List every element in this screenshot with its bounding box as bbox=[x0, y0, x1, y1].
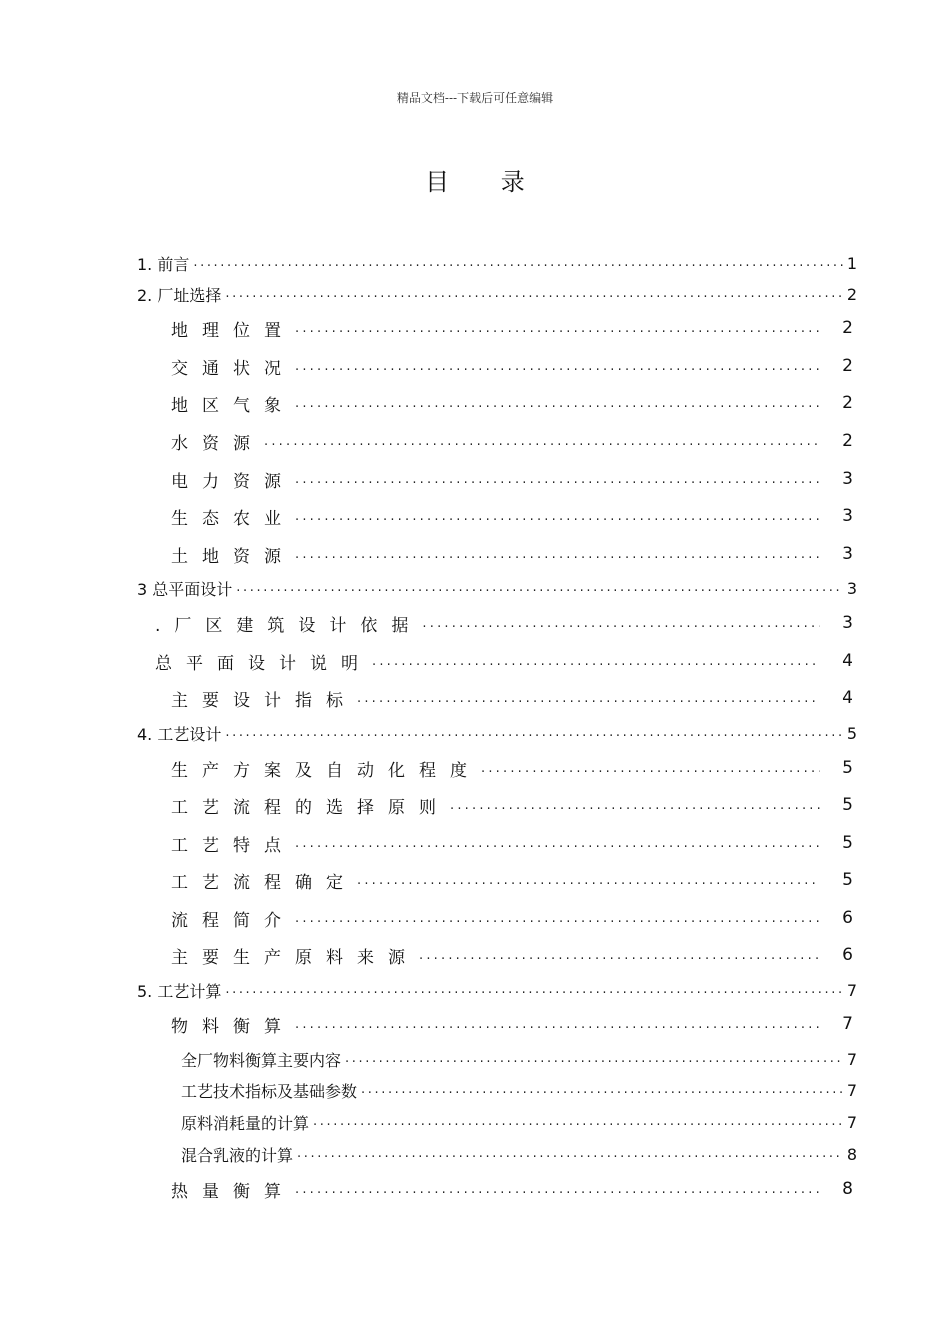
toc-entry[interactable] bbox=[171, 830, 853, 856]
toc-entry-page: 5 bbox=[842, 795, 853, 815]
toc-entry-page: 7 bbox=[846, 980, 857, 1000]
toc-leader bbox=[419, 942, 820, 968]
toc-leader bbox=[372, 648, 820, 674]
toc-entry-page: 7 bbox=[842, 1014, 853, 1034]
toc-entry-page: 2 bbox=[842, 356, 853, 376]
toc-leader bbox=[450, 792, 820, 818]
toc-entry-label: 水资源 bbox=[171, 433, 264, 454]
toc-leader bbox=[193, 250, 842, 276]
toc-entry-page: 1 bbox=[846, 253, 857, 273]
toc-entry-label: 物料衡算 bbox=[171, 1016, 295, 1037]
toc-entry[interactable] bbox=[171, 466, 853, 492]
toc-entry[interactable] bbox=[137, 720, 857, 746]
toc-entry[interactable] bbox=[171, 685, 853, 711]
toc-leader bbox=[357, 867, 820, 893]
toc-entry[interactable] bbox=[171, 755, 853, 781]
toc-entry-label: 总平面设计说明 bbox=[155, 653, 372, 674]
toc-leader bbox=[361, 1077, 843, 1103]
toc-entry[interactable] bbox=[181, 1109, 857, 1135]
toc-entry[interactable] bbox=[171, 1176, 853, 1202]
header-note: 精品文档---下载后可任意编辑 bbox=[396, 91, 554, 105]
toc-leader bbox=[264, 428, 820, 454]
toc-entry-page: 5 bbox=[842, 758, 853, 778]
toc-entry[interactable] bbox=[155, 610, 853, 636]
toc-entry[interactable] bbox=[171, 315, 853, 341]
toc-leader bbox=[357, 685, 820, 711]
toc-leader bbox=[313, 1109, 843, 1135]
toc-leader bbox=[295, 466, 820, 492]
toc-entry-label: 3 总平面设计 bbox=[137, 579, 233, 599]
toc-entry[interactable] bbox=[181, 1046, 857, 1072]
toc-entry-page: 3 bbox=[842, 506, 853, 526]
toc-entry-page: 3 bbox=[842, 544, 853, 564]
toc-entry[interactable] bbox=[137, 575, 857, 601]
toc-entry-page: 2 bbox=[842, 431, 853, 451]
toc-entry-label: 4. 工艺设计 bbox=[137, 724, 222, 744]
toc-entry-label: 热量衡算 bbox=[171, 1181, 295, 1202]
toc-entry-label: 主要生产原料来源 bbox=[171, 947, 419, 968]
toc-entry-page: 6 bbox=[842, 945, 853, 965]
toc-entry-page: 2 bbox=[846, 284, 857, 304]
toc-entry-page: 4 bbox=[842, 688, 853, 708]
toc-entry[interactable] bbox=[171, 541, 853, 567]
toc-entry-label: 全厂物料衡算主要内容 bbox=[181, 1050, 342, 1070]
toc-leader bbox=[295, 1176, 820, 1202]
toc-entry-label: 地区气象 bbox=[171, 395, 295, 416]
toc-entry-label: 生态农业 bbox=[171, 508, 295, 529]
toc-entry-label: 混合乳液的计算 bbox=[181, 1145, 294, 1165]
toc-entry-label: 交通状况 bbox=[171, 358, 295, 379]
toc-entry[interactable] bbox=[137, 281, 857, 307]
toc-entry-label: 2. 厂址选择 bbox=[137, 285, 222, 305]
toc-entry-page: 2 bbox=[842, 393, 853, 413]
toc-entry-page: 4 bbox=[842, 651, 853, 671]
toc-title: 目 录 bbox=[425, 168, 547, 196]
toc-leader bbox=[295, 503, 820, 529]
toc-entry[interactable] bbox=[171, 867, 853, 893]
toc-entry-page: 8 bbox=[846, 1144, 857, 1164]
toc-entry-label: 工艺特点 bbox=[171, 835, 295, 856]
toc-leader bbox=[295, 905, 820, 931]
toc-entry[interactable] bbox=[155, 648, 853, 674]
toc-entry-page: 5 bbox=[842, 870, 853, 890]
toc-entry[interactable] bbox=[181, 1141, 857, 1167]
toc-entry[interactable] bbox=[137, 250, 857, 276]
toc-entry-label: 地理位置 bbox=[171, 320, 295, 341]
toc-entry[interactable] bbox=[171, 390, 853, 416]
toc-entry-label: 生产方案及自动化程度 bbox=[171, 760, 481, 781]
toc-entry-label: 流程简介 bbox=[171, 910, 295, 931]
toc-entry[interactable] bbox=[181, 1077, 857, 1103]
toc-entry[interactable] bbox=[171, 792, 853, 818]
toc-leader bbox=[295, 1011, 820, 1037]
toc-entry-page: 3 bbox=[846, 578, 857, 598]
toc-entry-page: 6 bbox=[842, 908, 853, 928]
toc-entry[interactable] bbox=[137, 977, 857, 1003]
toc-leader bbox=[297, 1141, 843, 1167]
toc-entry[interactable] bbox=[171, 428, 853, 454]
toc-entry-page: 2 bbox=[842, 318, 853, 338]
toc-entry[interactable] bbox=[171, 1011, 853, 1037]
toc-leader bbox=[295, 830, 820, 856]
toc-leader bbox=[295, 390, 820, 416]
toc-entry-label: 电力资源 bbox=[171, 471, 295, 492]
toc-entry-page: 7 bbox=[846, 1080, 857, 1100]
toc-entry-page: 7 bbox=[846, 1049, 857, 1069]
toc-entry-label: 主要设计指标 bbox=[171, 690, 357, 711]
toc-leader bbox=[225, 281, 842, 307]
toc-entry-page: 5 bbox=[846, 723, 857, 743]
toc-entry-label: 土地资源 bbox=[171, 546, 295, 567]
toc-leader bbox=[295, 315, 820, 341]
toc-entry-label: 原料消耗量的计算 bbox=[181, 1113, 310, 1133]
toc-entry-page: 3 bbox=[842, 613, 853, 633]
toc-entry[interactable] bbox=[171, 503, 853, 529]
toc-entry-label: .厂区建筑设计依据 bbox=[155, 615, 423, 636]
toc-entry-page: 8 bbox=[842, 1179, 853, 1199]
toc-entry-page: 5 bbox=[842, 833, 853, 853]
toc-leader bbox=[295, 541, 820, 567]
toc-leader bbox=[295, 353, 820, 379]
toc-entry-page: 3 bbox=[842, 469, 853, 489]
toc-entry[interactable] bbox=[171, 353, 853, 379]
toc-entry[interactable] bbox=[171, 942, 853, 968]
toc-entry-label: 工艺流程确定 bbox=[171, 872, 357, 893]
toc-entry-label: 工艺流程的选择原则 bbox=[171, 797, 450, 818]
toc-entry[interactable] bbox=[171, 905, 853, 931]
toc-entry-page: 7 bbox=[846, 1112, 857, 1132]
toc-entry-label: 工艺技术指标及基础参数 bbox=[181, 1081, 358, 1101]
toc-entry-label: 5. 工艺计算 bbox=[137, 981, 222, 1001]
toc-leader bbox=[481, 755, 820, 781]
toc-leader bbox=[225, 977, 842, 1003]
toc-leader bbox=[225, 720, 842, 746]
toc-leader bbox=[422, 610, 820, 636]
toc-entry-label: 1. 前言 bbox=[137, 254, 190, 274]
toc-leader bbox=[236, 575, 843, 601]
toc-leader bbox=[345, 1046, 843, 1072]
